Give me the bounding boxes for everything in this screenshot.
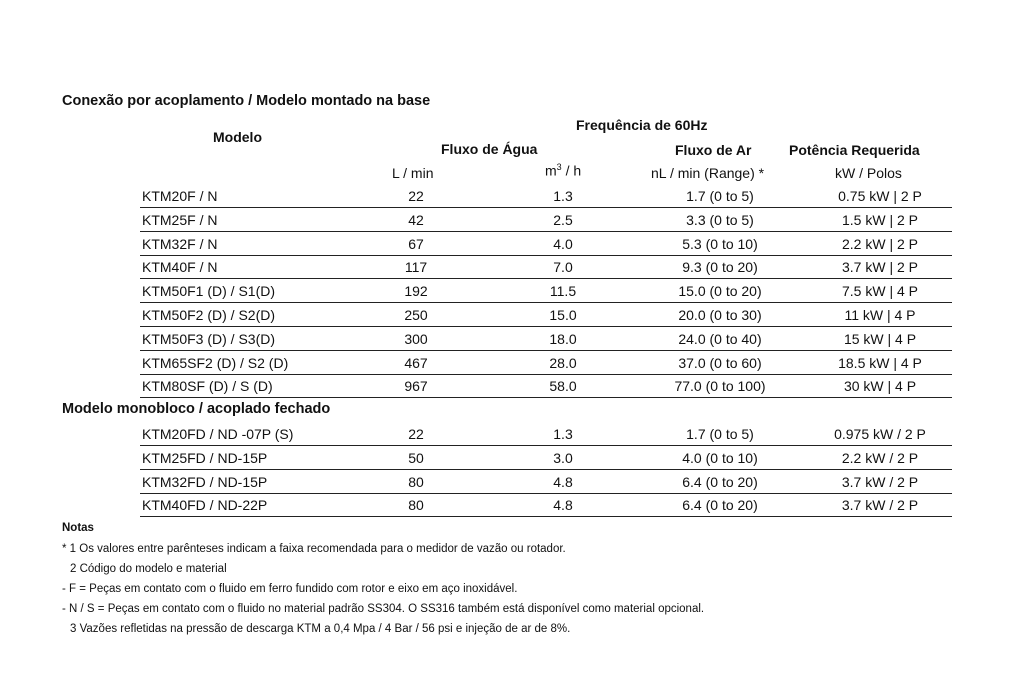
table-row [140, 303, 952, 327]
cell-air: 15.0 (0 to 20) [678, 283, 762, 300]
cell-m3h: 18.0 [549, 330, 577, 347]
header-power: Potência Requerida [789, 142, 920, 158]
cell-power: 2.2 kW | 2 P [842, 235, 918, 252]
cell-air: 1.7 (0 to 5) [686, 426, 754, 442]
cell-m3h: 7.0 [553, 259, 573, 276]
cell-power: 18.5 kW | 4 P [838, 354, 922, 371]
table-row [140, 422, 952, 446]
cell-lmin: 42 [408, 211, 424, 228]
cell-m3h: 4.0 [553, 235, 573, 252]
unit-m3h-sup: 3 [556, 162, 562, 172]
unit-m3h-rest: / h [561, 162, 582, 179]
cell-power: 3.7 kW | 2 P [842, 259, 918, 276]
table-row [140, 208, 952, 232]
cell-lmin: 67 [408, 235, 424, 252]
cell-power: 15 kW | 4 P [843, 330, 917, 347]
table-row [140, 493, 952, 517]
cell-air: 20.0 (0 to 30) [678, 307, 762, 323]
cell-lmin: 80 [408, 473, 424, 490]
note-line-5: 3 Vazões refletidas na pressão de descarga KTM a 0,4 Mpa / 4 Bar / 56 psi e injeção de ar de 8%. [70, 623, 571, 635]
cell-model: KTM25FD / ND-15P [142, 449, 268, 466]
cell-lmin: 22 [408, 426, 424, 442]
unit-m3h [545, 162, 581, 179]
cell-model: KTM50F1 (D) / S1(D) [142, 283, 276, 300]
cell-m3h: 11.5 [549, 283, 577, 300]
note-line-1: * 1 Os valores entre parênteses indicam a faixa recomendada para o medidor de vazão ou rotador. [62, 543, 566, 555]
cell-power: 1.5 kW | 2 P [842, 211, 918, 228]
cell-m3h: 58.0 [549, 378, 577, 395]
cell-air: 1.7 (0 to 5) [686, 188, 754, 204]
table-row [140, 327, 952, 351]
unit-m3h-base: m [545, 162, 557, 179]
header-water-flow: Fluxo de Água [441, 141, 538, 157]
cell-model: KTM20FD / ND -07P (S) [142, 426, 294, 442]
table-row [140, 232, 952, 256]
cell-air: 6.4 (0 to 20) [682, 473, 758, 490]
cell-lmin: 80 [408, 497, 424, 514]
cell-lmin: 192 [404, 283, 428, 300]
cell-model: KTM65SF2 (D) / S2 (D) [142, 354, 289, 371]
cell-model: KTM20F / N [142, 188, 218, 204]
cell-power: 0.75 kW | 2 P [838, 188, 922, 204]
cell-model: KTM32FD / ND-15P [142, 473, 268, 490]
cell-lmin: 467 [404, 354, 428, 371]
section-title-coupling: Conexão por acoplamento / Modelo montado na base [62, 93, 431, 109]
header-model: Modelo [213, 129, 262, 145]
header-frequency: Frequência de 60Hz [576, 117, 708, 133]
table-row [140, 279, 952, 303]
cell-m3h: 4.8 [553, 473, 573, 490]
table-row [140, 470, 952, 494]
unit-power: kW / Polos [835, 165, 902, 181]
header-air-flow: Fluxo de Ar [675, 142, 752, 158]
unit-lmin: L / min [392, 165, 434, 181]
cell-air: 5.3 (0 to 10) [682, 235, 758, 252]
note-line-2: 2 Código do modelo e material [70, 563, 227, 575]
cell-lmin: 300 [404, 330, 428, 347]
cell-air: 4.0 (0 to 10) [682, 449, 758, 466]
table-row [140, 446, 952, 470]
table-row [140, 184, 952, 208]
cell-model: KTM80SF (D) / S (D) [142, 378, 273, 395]
cell-m3h: 2.5 [553, 211, 573, 228]
cell-m3h: 4.8 [553, 497, 573, 514]
cell-power: 3.7 kW / 2 P [841, 497, 919, 514]
cell-lmin: 967 [404, 378, 428, 395]
cell-lmin: 250 [404, 307, 428, 323]
note-line-3: - F = Peças em contato com o fluido em ferro fundido com rotor e eixo em aço inoxidável. [62, 583, 518, 595]
table-row [140, 351, 952, 375]
section-title-monobloc: Modelo monobloco / acoplado fechado [62, 401, 331, 417]
table-row [140, 374, 952, 398]
cell-air: 3.3 (0 to 5) [686, 211, 754, 228]
cell-m3h: 15.0 [549, 307, 577, 323]
cell-model: KTM50F3 (D) / S3(D) [142, 330, 276, 347]
cell-lmin: 22 [408, 188, 424, 204]
cell-m3h: 1.3 [553, 188, 573, 204]
cell-air: 9.3 (0 to 20) [682, 259, 758, 276]
cell-model: KTM25F / N [142, 211, 218, 228]
note-line-4: - N / S = Peças em contato com o fluido no material padrão SS304. O SS316 também está disponível como material opcional. [62, 603, 705, 615]
cell-air: 37.0 (0 to 60) [678, 354, 762, 371]
cell-m3h: 1.3 [553, 426, 573, 442]
cell-model: KTM50F2 (D) / S2(D) [142, 307, 276, 323]
cell-model: KTM40FD / ND-22P [142, 497, 268, 514]
unit-air: nL / min (Range) * [651, 165, 765, 181]
cell-air: 77.0 (0 to 100) [674, 378, 766, 395]
cell-lmin: 117 [404, 259, 428, 276]
cell-power: 0.975 kW / 2 P [834, 426, 926, 442]
cell-model: KTM40F / N [142, 259, 218, 276]
cell-lmin: 50 [408, 449, 424, 466]
cell-power: 11 kW | 4 P [844, 307, 916, 323]
notes-title: Notas [62, 522, 94, 534]
cell-air: 24.0 (0 to 40) [678, 330, 762, 347]
cell-air: 6.4 (0 to 20) [682, 497, 758, 514]
cell-power: 30 kW | 4 P [843, 378, 917, 395]
cell-model: KTM32F / N [142, 235, 218, 252]
table-row [140, 255, 952, 279]
cell-power: 2.2 kW / 2 P [841, 449, 919, 466]
cell-power: 3.7 kW / 2 P [841, 473, 919, 490]
cell-power: 7.5 kW | 4 P [842, 283, 918, 300]
cell-m3h: 28.0 [549, 354, 577, 371]
cell-m3h: 3.0 [553, 449, 573, 466]
